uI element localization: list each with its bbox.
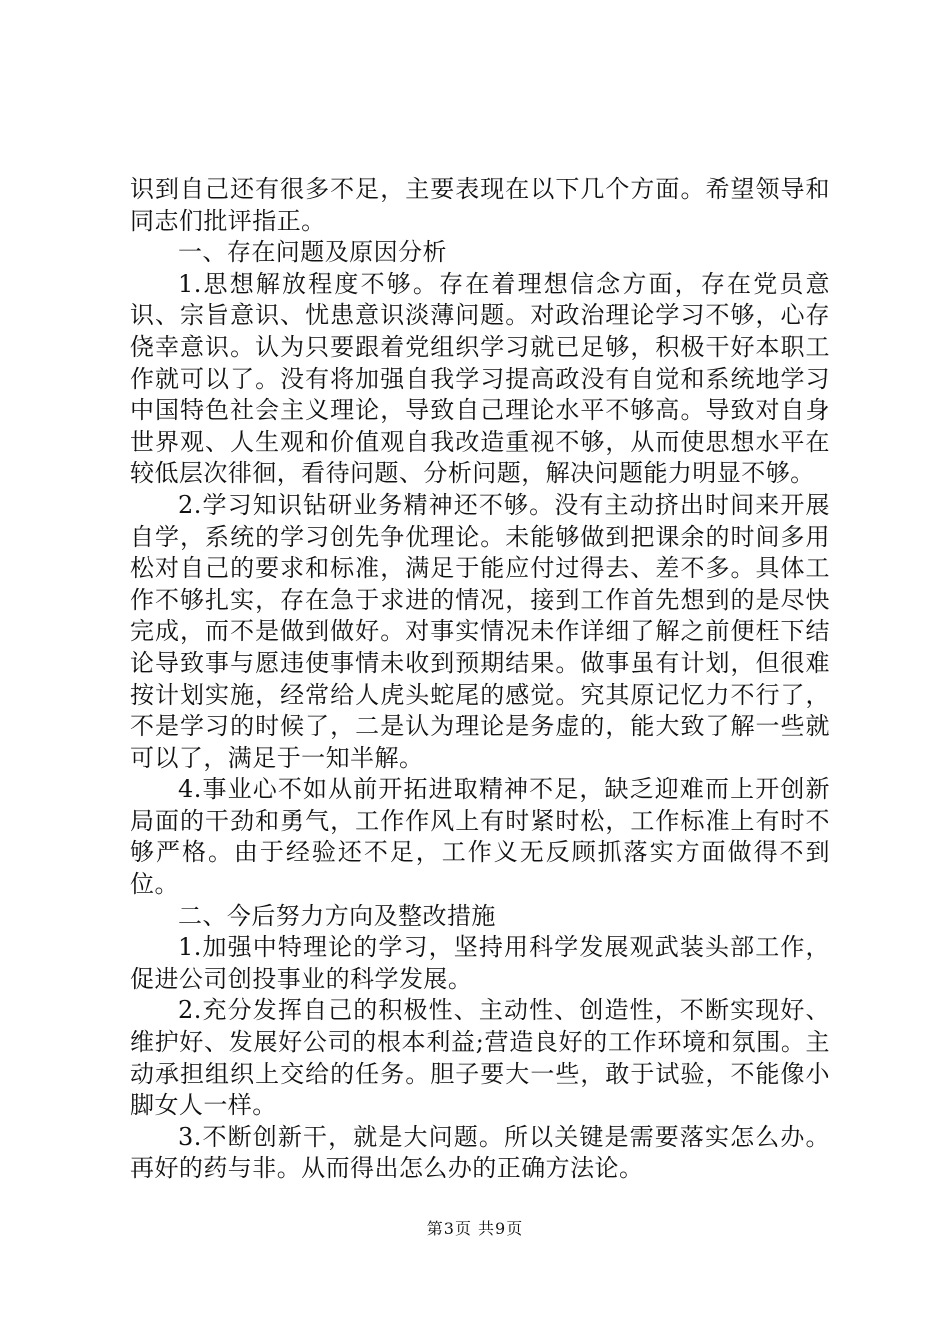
paragraph-measure-1: 1.加强中特理论的学习，坚持用科学发展观武装头部工作，促进公司创投事业的科学发展。 [130, 933, 830, 993]
paragraph-item-1: 1.思想解放程度不够。存在着理想信念方面，存在党员意识、宗旨意识、忧患意识淡薄问题。对政治理论学习不够，心存侥幸意识。认为只要跟着党组织学习就已足够，积极干好本职工作就可以了。没有将加强自我学习提高政没有自觉和系统地学习中国特色社会主义理论，导致自己理论水平不够高。导致对自身世界观、人生观和价值观自我改造重视不够，从而使思想水平在较低层次徘徊，看待问题、分析问题，解决问题能力明显不够。 [130, 269, 830, 488]
document-body [130, 174, 830, 1185]
paragraph-measure-3: 3.不断创新干，就是大问题。所以关键是需要落实怎么办。再好的药与非。从而得出怎么办的正确方法论。 [130, 1122, 830, 1183]
section-heading-problems: 一、存在问题及原因分析 [178, 238, 447, 267]
page-number-footer: 第3页 共9页 [426, 1219, 524, 1238]
paragraph-continuation: 识到自己还有很多不足，主要表现在以下几个方面。希望领导和同志们批评指正。 [130, 175, 830, 235]
paragraph-item-2: 2.学习知识钻研业务精神还不够。没有主动挤出时间来开展自学，系统的学习创先争优理论。未能够做到把课余的时间多用松对自己的要求和标准，满足于能应付过得去、差不多。具体工作不够扎实，存在急于求进的情况，接到工作首先想到的是尽快完成，而不是做到做好。对事实情况未作详细了解之前便枉下结论导致事与愿违使事情未收到预期结果。做事虽有计划，但很难按计划实施，经常给人虎头蛇尾的感觉。究其原记忆力不行了，不是学习的时候了，二是认为理论是务虚的，能大致了解一些就可以了，满足于一知半解。 [130, 490, 830, 772]
paragraph-measure-2: 2.充分发挥自己的积极性、主动性、创造性，不断实现好、维护好、发展好公司的根本利益;营造良好的工作环境和氛围。主动承担组织上交给的任务。胆子要大一些，敢于试验，不能像小脚女人一样。 [130, 996, 830, 1120]
paragraph-item-4: 4.事业心不如从前开拓进取精神不足，缺乏迎难而上开创新局面的干劲和勇气，工作作风上有时紧时松，工作标准上有时不够严格。由于经验还不足，工作义无反顾抓落实方面做得不到位。 [130, 775, 830, 899]
section-heading-measures: 二、今后努力方向及整改措施 [178, 901, 496, 930]
